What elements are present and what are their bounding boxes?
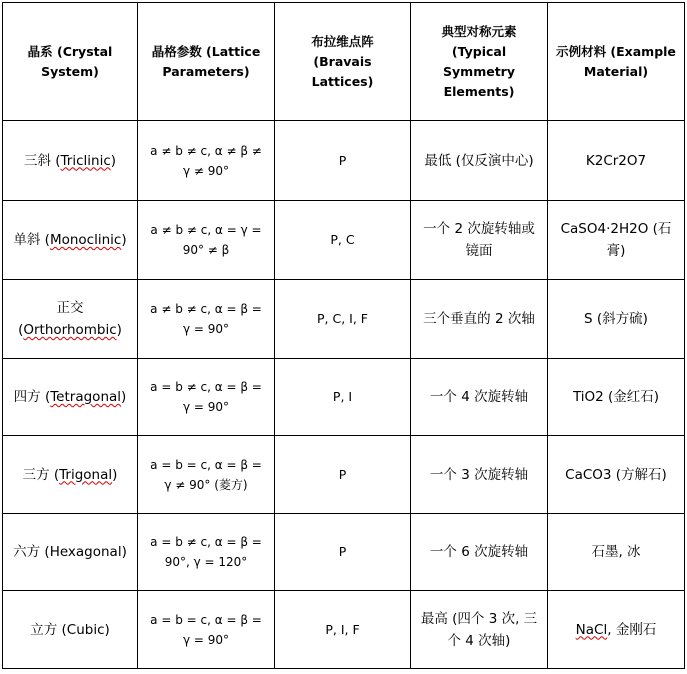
crystal-system-cell: 六方 (Hexagonal) [3,514,138,591]
table-header-row [3,3,685,121]
crystal-systems-table [2,2,685,669]
symmetry-cell: 一个 4 次旋转轴 [411,359,548,436]
header-lattice-parameters: 晶格参数 (Lattice Parameters) [138,3,275,121]
material-cell [548,591,685,669]
lattice-parameters-cell: a = b ≠ c, α = β = γ = 90° [138,359,275,436]
system-en: Hexagonal [49,544,122,560]
crystal-system-cell: 四方 (Tetragonal) [3,359,138,436]
system-en: Triclinic [60,152,111,169]
material-nacl: NaCl [575,621,608,638]
system-cn: 立方 [30,621,58,638]
material-cell: CaCO3 (方解石) [548,436,685,514]
system-cn: 四方 [13,389,41,405]
header-example-material: 示例材料 (Example Material) [548,3,685,121]
lattice-parameters-cell: a ≠ b ≠ c, α ≠ β ≠ γ ≠ 90° [138,121,275,201]
table-row [3,591,685,669]
table-row [3,121,685,201]
system-en: Cubic [66,621,105,638]
bravais-cell: P, I, F [275,591,411,669]
system-en: Tetragonal [50,389,122,405]
material-cell: 石墨, 冰 [548,514,685,591]
symmetry-cell: 最高 (四个 3 次, 三个 4 次轴) [411,591,548,669]
system-en: Trigonal [59,466,113,483]
material-cell: CaSO4·2H2O (石膏) [548,201,685,280]
crystal-system-cell: 三斜 (Triclinic) [3,121,138,201]
crystal-system-cell: 单斜 (Monoclinic) [3,201,138,280]
header-bravais-lattices-text: 布拉维点阵 (Bravais Lattices) [311,33,374,89]
lattice-parameters-cell: a ≠ b ≠ c, α = β = γ = 90° [138,280,275,359]
symmetry-cell: 一个 6 次旋转轴 [411,514,548,591]
bravais-cell: P, I [275,359,411,436]
table-row [3,436,685,514]
bravais-cell: P, C [275,201,411,280]
system-en: Monoclinic [49,232,122,248]
system-cn: 六方 [13,544,41,560]
symmetry-cell: 最低 (仅反演中心) [411,121,548,201]
header-crystal-system: 晶系 (Crystal System) [3,3,138,121]
system-cn: 三方 [22,466,50,483]
crystal-system-cell: 正交 (Orthorhombic) [3,280,138,359]
header-bravais-lattices [275,3,411,121]
symmetry-cell: 一个 2 次旋转轴或镜面 [411,201,548,280]
table-row [3,280,685,359]
material-cell: S (斜方硫) [548,280,685,359]
material-rest: , 金刚石 [607,621,657,638]
bravais-cell: P [275,436,411,514]
lattice-parameters-cell: a = b ≠ c, α = β = 90°, γ = 120° [138,514,275,591]
lattice-parameters-cell: a = b = c, α = β = γ ≠ 90° (菱方) [138,436,275,514]
lattice-parameters-cell: a = b = c, α = β = γ = 90° [138,591,275,669]
table-row [3,201,685,280]
bravais-cell: P [275,121,411,201]
symmetry-cell: 一个 3 次旋转轴 [411,436,548,514]
system-en: Orthorhombic [23,322,117,338]
lattice-parameters-cell: a ≠ b ≠ c, α = γ = 90° ≠ β [138,201,275,280]
system-cn: 正交 [56,300,84,316]
bravais-cell: P, C, I, F [275,280,411,359]
system-cn: 三斜 [23,152,51,169]
crystal-system-cell: 立方 (Cubic) [3,591,138,669]
bravais-cell: P [275,514,411,591]
symmetry-cell: 三个垂直的 2 次轴 [411,280,548,359]
material-cell: TiO2 (金红石) [548,359,685,436]
header-symmetry-elements: 典型对称元素 (Typical Symmetry Elements) [411,3,548,121]
table-row [3,359,685,436]
table-row [3,514,685,591]
material-cell: K2Cr2O7 [548,121,685,201]
system-cn: 单斜 [13,232,41,248]
crystal-system-cell: 三方 (Trigonal) [3,436,138,514]
